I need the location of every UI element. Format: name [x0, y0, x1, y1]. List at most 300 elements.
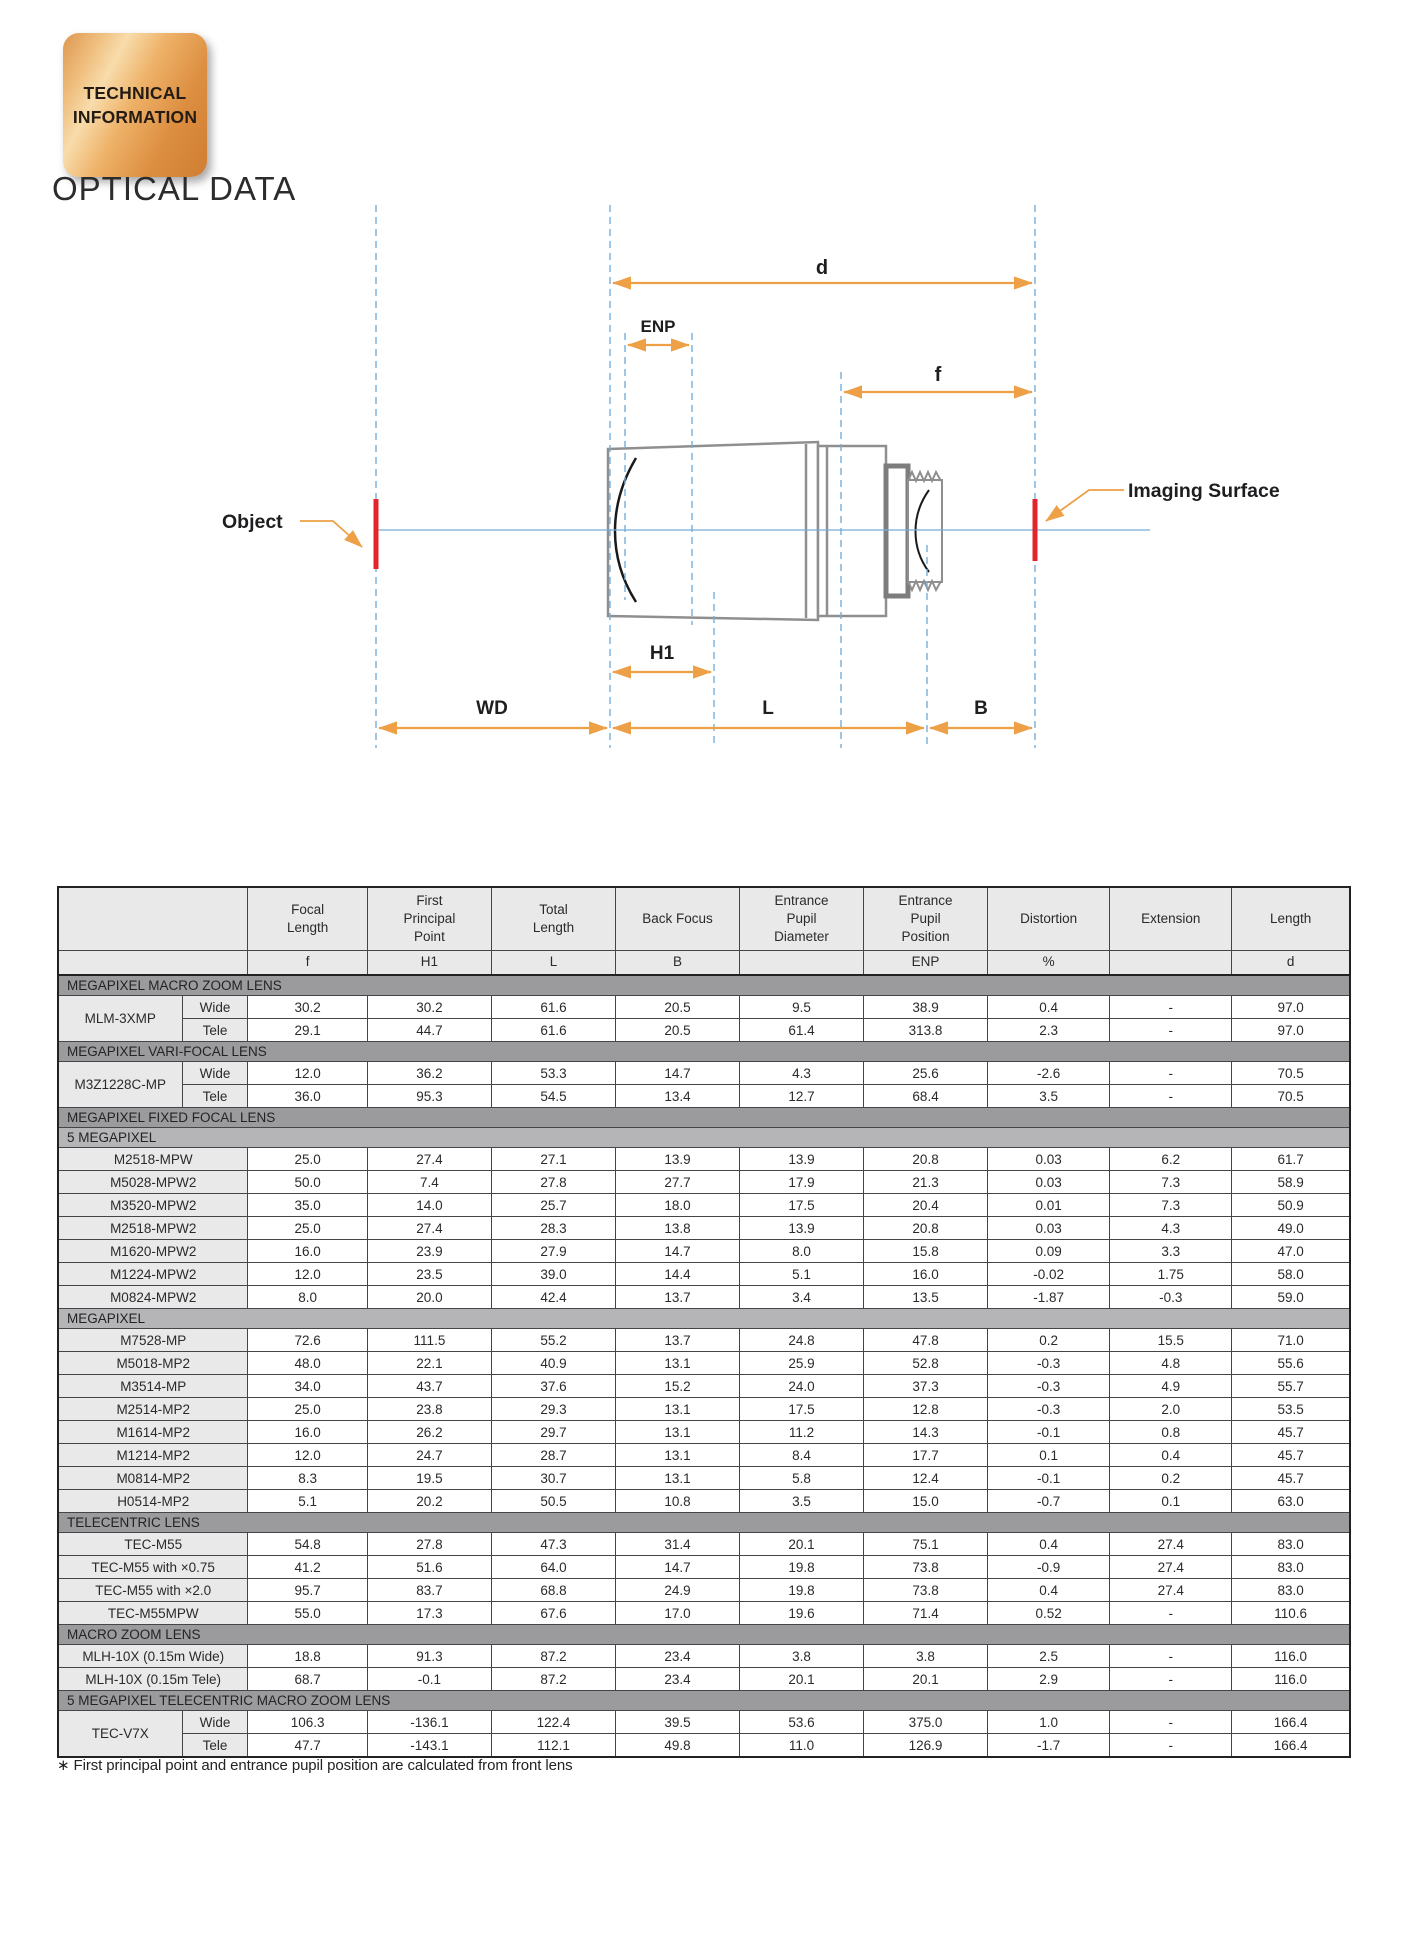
column-header-4: Entrance Pupil Diameter — [740, 887, 864, 951]
cell-2: 28.3 — [491, 1217, 615, 1240]
cell-2: 68.8 — [491, 1579, 615, 1602]
cell-2: 30.7 — [491, 1467, 615, 1490]
table-row — [58, 1019, 1350, 1042]
cell-0: 16.0 — [248, 1240, 368, 1263]
cell-7: - — [1110, 1085, 1232, 1108]
model-subtype: Wide — [182, 996, 248, 1019]
cell-8: 83.0 — [1232, 1579, 1350, 1602]
cell-2: 28.7 — [491, 1444, 615, 1467]
cell-8: 58.9 — [1232, 1171, 1350, 1194]
cell-5: 375.0 — [864, 1711, 988, 1734]
model-name: TEC-M55 — [58, 1533, 248, 1556]
cell-4: 11.2 — [740, 1421, 864, 1444]
cell-0: 50.0 — [248, 1171, 368, 1194]
badge-line1: TECHNICAL — [83, 82, 187, 103]
column-symbol-0: f — [248, 951, 368, 976]
table-row — [58, 1263, 1350, 1286]
cell-3: 23.4 — [615, 1668, 739, 1691]
section-row — [58, 1513, 1350, 1533]
cell-8: 166.4 — [1232, 1734, 1350, 1758]
cell-6: -0.3 — [988, 1398, 1110, 1421]
cell-1: 44.7 — [367, 1019, 491, 1042]
cell-6: 3.5 — [988, 1085, 1110, 1108]
cell-6: 0.1 — [988, 1444, 1110, 1467]
label-d: d — [815, 257, 829, 279]
cell-2: 112.1 — [491, 1734, 615, 1758]
table-row — [58, 1467, 1350, 1490]
column-header-3: Back Focus — [615, 887, 739, 951]
cell-1: 26.2 — [367, 1421, 491, 1444]
cell-5: 52.8 — [864, 1352, 988, 1375]
cell-8: 71.0 — [1232, 1329, 1350, 1352]
cell-2: 39.0 — [491, 1263, 615, 1286]
cell-3: 14.7 — [615, 1062, 739, 1085]
cell-4: 24.8 — [740, 1329, 864, 1352]
cell-2: 37.6 — [491, 1375, 615, 1398]
table-row — [58, 1421, 1350, 1444]
model-name: M3Z1228C-MP — [58, 1062, 182, 1108]
cell-7: - — [1110, 1602, 1232, 1625]
cell-0: 16.0 — [248, 1421, 368, 1444]
cell-0: 54.8 — [248, 1533, 368, 1556]
cell-7: 3.3 — [1110, 1240, 1232, 1263]
badge-line2: INFORMATION — [72, 107, 198, 127]
model-name: MLH-10X (0.15m Wide) — [58, 1645, 248, 1668]
cell-1: 19.5 — [367, 1467, 491, 1490]
header-symbol-blank — [58, 951, 248, 976]
cell-6: -1.7 — [988, 1734, 1110, 1758]
cell-8: 58.0 — [1232, 1263, 1350, 1286]
column-header-1: First Principal Point — [367, 887, 491, 951]
cell-2: 27.1 — [491, 1148, 615, 1171]
cell-5: 3.8 — [864, 1645, 988, 1668]
cell-7: 7.3 — [1110, 1194, 1232, 1217]
cell-6: -0.1 — [988, 1467, 1110, 1490]
table-row — [58, 1533, 1350, 1556]
cell-1: 111.5 — [367, 1329, 491, 1352]
cell-8: 70.5 — [1232, 1085, 1350, 1108]
table-row — [58, 1398, 1350, 1421]
page-title: OPTICAL DATA — [52, 170, 297, 207]
cell-1: 22.1 — [367, 1352, 491, 1375]
section-header: MEGAPIXEL MACRO ZOOM LENS — [58, 975, 1350, 996]
cell-6: 2.3 — [988, 1019, 1110, 1042]
column-header-5: Entrance Pupil Position — [864, 887, 988, 951]
cell-7: - — [1110, 996, 1232, 1019]
cell-4: 19.6 — [740, 1602, 864, 1625]
cell-7: - — [1110, 1711, 1232, 1734]
cell-5: 12.4 — [864, 1467, 988, 1490]
cell-3: 13.4 — [615, 1085, 739, 1108]
cell-5: 68.4 — [864, 1085, 988, 1108]
column-header-0: Focal Length — [248, 887, 368, 951]
cell-2: 42.4 — [491, 1286, 615, 1309]
model-name: M1224-MPW2 — [58, 1263, 248, 1286]
cell-8: 61.7 — [1232, 1148, 1350, 1171]
column-header-2: Total Length — [491, 887, 615, 951]
column-symbol-6: % — [988, 951, 1110, 976]
model-name: TEC-M55MPW — [58, 1602, 248, 1625]
cell-6: 2.5 — [988, 1645, 1110, 1668]
table-row — [58, 1490, 1350, 1513]
cell-5: 37.3 — [864, 1375, 988, 1398]
header-model-cell — [58, 887, 248, 951]
section-row — [58, 1691, 1350, 1711]
model-name: MLM-3XMP — [58, 996, 182, 1042]
cell-6: 0.03 — [988, 1171, 1110, 1194]
cell-5: 25.6 — [864, 1062, 988, 1085]
label-b: B — [974, 698, 988, 719]
table-row — [58, 1602, 1350, 1625]
cell-8: 55.7 — [1232, 1375, 1350, 1398]
cell-8: 50.9 — [1232, 1194, 1350, 1217]
cell-8: 45.7 — [1232, 1444, 1350, 1467]
table-row — [58, 1148, 1350, 1171]
cell-5: 20.1 — [864, 1668, 988, 1691]
model-subtype: Tele — [182, 1734, 248, 1758]
cell-2: 67.6 — [491, 1602, 615, 1625]
cell-0: 72.6 — [248, 1329, 368, 1352]
cell-1: 95.3 — [367, 1085, 491, 1108]
cell-5: 20.8 — [864, 1148, 988, 1171]
model-name: M7528-MP — [58, 1329, 248, 1352]
cell-3: 13.7 — [615, 1286, 739, 1309]
cell-5: 20.8 — [864, 1217, 988, 1240]
model-name: M2518-MPW2 — [58, 1217, 248, 1240]
cell-0: 29.1 — [248, 1019, 368, 1042]
cell-1: 51.6 — [367, 1556, 491, 1579]
model-name: M1614-MP2 — [58, 1421, 248, 1444]
cell-2: 53.3 — [491, 1062, 615, 1085]
section-row — [58, 1309, 1350, 1329]
table-row — [58, 1217, 1350, 1240]
cell-0: 25.0 — [248, 1398, 368, 1421]
cell-5: 16.0 — [864, 1263, 988, 1286]
cell-6: 0.52 — [988, 1602, 1110, 1625]
cell-2: 27.9 — [491, 1240, 615, 1263]
cell-7: 27.4 — [1110, 1579, 1232, 1602]
cell-4: 5.1 — [740, 1263, 864, 1286]
cell-6: 0.4 — [988, 1579, 1110, 1602]
cell-5: 14.3 — [864, 1421, 988, 1444]
cell-5: 21.3 — [864, 1171, 988, 1194]
cell-3: 24.9 — [615, 1579, 739, 1602]
cell-7: 15.5 — [1110, 1329, 1232, 1352]
model-name: M2514-MP2 — [58, 1398, 248, 1421]
cell-8: 59.0 — [1232, 1286, 1350, 1309]
cell-4: 5.8 — [740, 1467, 864, 1490]
cell-3: 20.5 — [615, 1019, 739, 1042]
cell-2: 47.3 — [491, 1533, 615, 1556]
cell-8: 53.5 — [1232, 1398, 1350, 1421]
cell-7: -0.3 — [1110, 1286, 1232, 1309]
cell-5: 20.4 — [864, 1194, 988, 1217]
cell-2: 61.6 — [491, 1019, 615, 1042]
column-symbol-8: d — [1232, 951, 1350, 976]
cell-2: 87.2 — [491, 1668, 615, 1691]
cell-7: - — [1110, 1668, 1232, 1691]
cell-3: 49.8 — [615, 1734, 739, 1758]
cell-5: 15.8 — [864, 1240, 988, 1263]
cell-3: 13.1 — [615, 1421, 739, 1444]
cell-6: -0.9 — [988, 1556, 1110, 1579]
cell-7: - — [1110, 1734, 1232, 1758]
cell-8: 166.4 — [1232, 1711, 1350, 1734]
cell-6: 0.4 — [988, 996, 1110, 1019]
cell-6: 0.03 — [988, 1148, 1110, 1171]
cell-3: 10.8 — [615, 1490, 739, 1513]
cell-1: 27.4 — [367, 1217, 491, 1240]
cell-1: 30.2 — [367, 996, 491, 1019]
label-l: L — [762, 698, 774, 719]
cell-3: 13.1 — [615, 1352, 739, 1375]
section-row — [58, 975, 1350, 996]
cell-3: 31.4 — [615, 1533, 739, 1556]
table-row — [58, 1444, 1350, 1467]
cell-4: 19.8 — [740, 1556, 864, 1579]
section-header: MEGAPIXEL VARI-FOCAL LENS — [58, 1042, 1350, 1062]
cell-5: 15.0 — [864, 1490, 988, 1513]
cell-7: 7.3 — [1110, 1171, 1232, 1194]
optical-data-table — [57, 886, 1351, 1758]
cell-7: - — [1110, 1645, 1232, 1668]
cell-3: 13.8 — [615, 1217, 739, 1240]
lens-body — [608, 442, 942, 620]
cell-8: 116.0 — [1232, 1645, 1350, 1668]
footnote: ∗ First principal point and entrance pupil position are calculated from front lens — [57, 1757, 573, 1774]
cell-1: 36.2 — [367, 1062, 491, 1085]
cell-7: 6.2 — [1110, 1148, 1232, 1171]
cell-3: 13.1 — [615, 1398, 739, 1421]
label-f: f — [934, 364, 942, 386]
cell-7: 0.8 — [1110, 1421, 1232, 1444]
cell-1: 27.8 — [367, 1533, 491, 1556]
cell-2: 122.4 — [491, 1711, 615, 1734]
cell-7: 4.8 — [1110, 1352, 1232, 1375]
cell-2: 29.7 — [491, 1421, 615, 1444]
cell-8: 83.0 — [1232, 1556, 1350, 1579]
model-name: M1620-MPW2 — [58, 1240, 248, 1263]
cell-6: -1.87 — [988, 1286, 1110, 1309]
column-symbol-5: ENP — [864, 951, 988, 976]
cell-5: 47.8 — [864, 1329, 988, 1352]
label-object: Object — [222, 511, 283, 533]
table-row — [58, 996, 1350, 1019]
cell-4: 8.0 — [740, 1240, 864, 1263]
cell-4: 19.8 — [740, 1579, 864, 1602]
imaging-callout-arrow — [1046, 490, 1124, 521]
cell-8: 97.0 — [1232, 1019, 1350, 1042]
cell-7: - — [1110, 1062, 1232, 1085]
cell-0: 25.0 — [248, 1148, 368, 1171]
table-row — [58, 1352, 1350, 1375]
cell-4: 24.0 — [740, 1375, 864, 1398]
cell-7: 2.0 — [1110, 1398, 1232, 1421]
cell-1: 27.4 — [367, 1148, 491, 1171]
cell-6: -0.1 — [988, 1421, 1110, 1444]
cell-3: 27.7 — [615, 1171, 739, 1194]
cell-0: 8.0 — [248, 1286, 368, 1309]
cell-1: 24.7 — [367, 1444, 491, 1467]
cell-8: 63.0 — [1232, 1490, 1350, 1513]
cell-2: 27.8 — [491, 1171, 615, 1194]
cell-0: 30.2 — [248, 996, 368, 1019]
cell-3: 15.2 — [615, 1375, 739, 1398]
cell-1: 7.4 — [367, 1171, 491, 1194]
model-subtype: Wide — [182, 1711, 248, 1734]
table-row — [58, 1711, 1350, 1734]
cell-1: 91.3 — [367, 1645, 491, 1668]
table-row — [58, 1556, 1350, 1579]
cell-4: 17.9 — [740, 1171, 864, 1194]
table-row — [58, 1645, 1350, 1668]
cell-0: 35.0 — [248, 1194, 368, 1217]
label-enp: ENP — [640, 317, 676, 336]
model-name: MLH-10X (0.15m Tele) — [58, 1668, 248, 1691]
table-row — [58, 1286, 1350, 1309]
column-symbol-7 — [1110, 951, 1232, 976]
cell-7: 4.9 — [1110, 1375, 1232, 1398]
model-name: TEC-M55 with ×0.75 — [58, 1556, 248, 1579]
model-name: H0514-MP2 — [58, 1490, 248, 1513]
cell-4: 4.3 — [740, 1062, 864, 1085]
column-symbol-2: L — [491, 951, 615, 976]
cell-0: 68.7 — [248, 1668, 368, 1691]
cell-5: 73.8 — [864, 1556, 988, 1579]
section-header: MEGAPIXEL — [58, 1309, 1350, 1329]
cell-8: 70.5 — [1232, 1062, 1350, 1085]
cell-4: 20.1 — [740, 1668, 864, 1691]
cell-0: 12.0 — [248, 1062, 368, 1085]
cell-7: 0.2 — [1110, 1467, 1232, 1490]
cell-1: 14.0 — [367, 1194, 491, 1217]
cell-8: 116.0 — [1232, 1668, 1350, 1691]
model-name: M5028-MPW2 — [58, 1171, 248, 1194]
cell-0: 12.0 — [248, 1263, 368, 1286]
cell-4: 53.6 — [740, 1711, 864, 1734]
label-h1: H1 — [649, 643, 675, 664]
cell-6: 1.0 — [988, 1711, 1110, 1734]
object-callout-arrow — [300, 521, 362, 547]
cell-7: 0.4 — [1110, 1444, 1232, 1467]
model-subtype: Tele — [182, 1085, 248, 1108]
cell-1: 23.5 — [367, 1263, 491, 1286]
table-row — [58, 1194, 1350, 1217]
cell-6: -0.3 — [988, 1352, 1110, 1375]
cell-0: 41.2 — [248, 1556, 368, 1579]
cell-7: 0.1 — [1110, 1490, 1232, 1513]
cell-3: 18.0 — [615, 1194, 739, 1217]
cell-1: 20.2 — [367, 1490, 491, 1513]
model-name: M2518-MPW — [58, 1148, 248, 1171]
table-row — [58, 1062, 1350, 1085]
table-row — [58, 1668, 1350, 1691]
section-header: 5 MEGAPIXEL — [58, 1128, 1350, 1148]
cell-5: 73.8 — [864, 1579, 988, 1602]
cell-7: 1.75 — [1110, 1263, 1232, 1286]
cell-5: 71.4 — [864, 1602, 988, 1625]
cell-5: 17.7 — [864, 1444, 988, 1467]
section-header: MEGAPIXEL FIXED FOCAL LENS — [58, 1108, 1350, 1128]
cell-1: 17.3 — [367, 1602, 491, 1625]
cell-8: 83.0 — [1232, 1533, 1350, 1556]
cell-6: -0.02 — [988, 1263, 1110, 1286]
cell-4: 13.9 — [740, 1217, 864, 1240]
cell-2: 50.5 — [491, 1490, 615, 1513]
cell-0: 5.1 — [248, 1490, 368, 1513]
cell-4: 8.4 — [740, 1444, 864, 1467]
section-header: TELECENTRIC LENS — [58, 1513, 1350, 1533]
model-subtype: Wide — [182, 1062, 248, 1085]
column-header-8: Length — [1232, 887, 1350, 951]
cell-4: 17.5 — [740, 1194, 864, 1217]
model-subtype: Tele — [182, 1019, 248, 1042]
cell-3: 20.5 — [615, 996, 739, 1019]
cell-1: -143.1 — [367, 1734, 491, 1758]
cell-0: 36.0 — [248, 1085, 368, 1108]
table-row — [58, 1240, 1350, 1263]
cell-7: 27.4 — [1110, 1556, 1232, 1579]
cell-2: 64.0 — [491, 1556, 615, 1579]
cell-0: 95.7 — [248, 1579, 368, 1602]
cell-3: 13.9 — [615, 1148, 739, 1171]
cell-0: 47.7 — [248, 1734, 368, 1758]
column-header-6: Distortion — [988, 887, 1110, 951]
cell-1: 83.7 — [367, 1579, 491, 1602]
model-name: M5018-MP2 — [58, 1352, 248, 1375]
cell-8: 110.6 — [1232, 1602, 1350, 1625]
cell-7: 4.3 — [1110, 1217, 1232, 1240]
cell-5: 75.1 — [864, 1533, 988, 1556]
cell-1: 23.9 — [367, 1240, 491, 1263]
section-header: MACRO ZOOM LENS — [58, 1625, 1350, 1645]
cell-2: 29.3 — [491, 1398, 615, 1421]
cell-3: 13.1 — [615, 1444, 739, 1467]
cell-8: 45.7 — [1232, 1467, 1350, 1490]
cell-6: 0.09 — [988, 1240, 1110, 1263]
label-imaging-surface: Imaging Surface — [1128, 480, 1280, 502]
table-row — [58, 1085, 1350, 1108]
cell-8: 97.0 — [1232, 996, 1350, 1019]
cell-5: 38.9 — [864, 996, 988, 1019]
cell-3: 17.0 — [615, 1602, 739, 1625]
column-symbol-1: H1 — [367, 951, 491, 976]
optical-data-table-wrap — [57, 886, 1351, 1758]
table-row — [58, 1375, 1350, 1398]
cell-0: 48.0 — [248, 1352, 368, 1375]
section-row — [58, 1108, 1350, 1128]
cell-3: 14.4 — [615, 1263, 739, 1286]
cell-6: 0.01 — [988, 1194, 1110, 1217]
cell-4: 20.1 — [740, 1533, 864, 1556]
cell-4: 17.5 — [740, 1398, 864, 1421]
cell-8: 45.7 — [1232, 1421, 1350, 1444]
section-row — [58, 1042, 1350, 1062]
cell-0: 34.0 — [248, 1375, 368, 1398]
cell-2: 87.2 — [491, 1645, 615, 1668]
label-wd: WD — [476, 698, 508, 719]
table-row — [58, 1579, 1350, 1602]
cell-4: 9.5 — [740, 996, 864, 1019]
model-name: TEC-M55 with ×2.0 — [58, 1579, 248, 1602]
cell-0: 55.0 — [248, 1602, 368, 1625]
cell-6: -0.7 — [988, 1490, 1110, 1513]
cell-5: 12.8 — [864, 1398, 988, 1421]
cell-0: 25.0 — [248, 1217, 368, 1240]
cell-1: -136.1 — [367, 1711, 491, 1734]
cell-0: 18.8 — [248, 1645, 368, 1668]
cell-5: 13.5 — [864, 1286, 988, 1309]
